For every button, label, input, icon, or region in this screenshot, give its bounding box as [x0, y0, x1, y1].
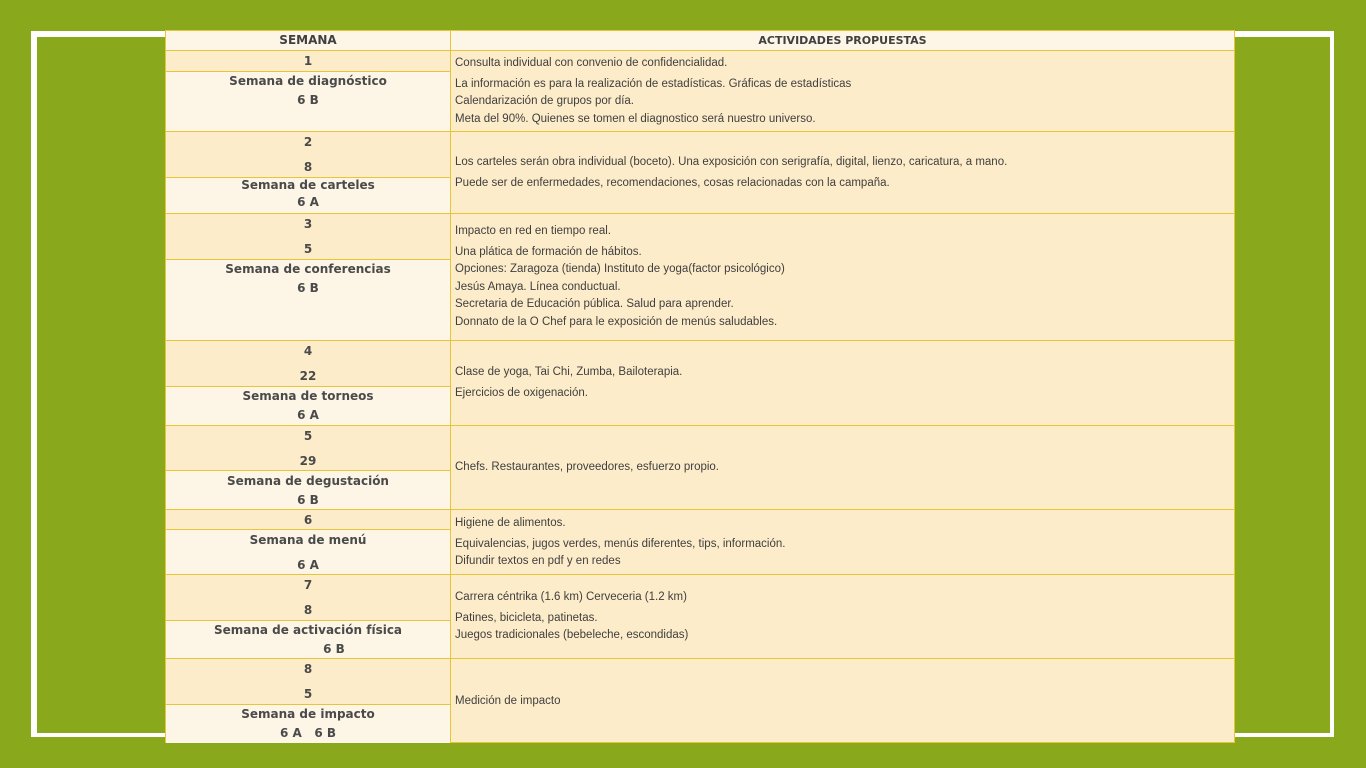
row-5-week-number: 5	[303, 429, 313, 443]
row-5-group: 6 B	[297, 493, 319, 507]
row-1-activity: La información es para la realización de estadísticas. Gráficas de estadísticas	[455, 78, 852, 90]
column-divider	[450, 31, 451, 742]
row-7-week-title: Semana de activación física	[213, 623, 403, 637]
row-1-activity: Meta del 90%. Quienes se tomen el diagnostico será nuestro universo.	[455, 113, 816, 125]
row-2-group: 6 A	[297, 195, 319, 209]
row-7-activity: Juegos tradicionales (bebeleche, escondidas)	[455, 629, 689, 641]
row-7-group: 6 B	[323, 642, 345, 656]
row-6-week-number: 6	[303, 513, 313, 527]
row-8-activity: Medición de impacto	[455, 695, 561, 707]
row-7-day: 8	[303, 603, 313, 617]
row-1-activity: Consulta individual con convenio de confidencialidad.	[455, 57, 728, 69]
row-4-week-title: Semana de torneos	[242, 389, 374, 403]
row-8-week-title: Semana de impacto	[241, 707, 375, 721]
row-5-week-title: Semana de degustación	[227, 474, 389, 488]
row-1-week-number: 1	[303, 54, 313, 68]
row-4-activity: Clase de yoga, Tai Chi, Zumba, Bailoterapia.	[455, 366, 683, 378]
row-5-activity: Chefs. Restaurantes, proveedores, esfuerzo propio.	[455, 461, 720, 473]
row-3-activity: Jesús Amaya. Línea conductual.	[455, 281, 621, 293]
row-2-day: 8	[303, 160, 313, 174]
schedule-table	[165, 30, 1235, 743]
row-3-activity: Secretaria de Educación pública. Salud para aprender.	[455, 298, 734, 310]
row-6-group: 6 A	[297, 558, 319, 572]
header-actividades: ACTIVIDADES PROPUESTAS	[451, 31, 1234, 50]
row-6-week-title: Semana de menú	[249, 533, 367, 547]
row-3-activity: Opciones: Zaragoza (tienda) Instituto de yoga(factor psicológico)	[455, 263, 785, 275]
row-3-day: 5	[303, 242, 313, 256]
row-7-activity: Carrera céntrika (1.6 km) Cerveceria (1.2 km)	[455, 591, 687, 603]
row-6-activity: Difundir textos en pdf y en redes	[455, 555, 621, 567]
row-4-week-number: 4	[303, 344, 313, 358]
row-3-week-number: 3	[303, 217, 313, 231]
row-3-activity: Donnato de la O Chef para le exposición de menús saludables.	[455, 316, 778, 328]
row-6-activity: Higiene de alimentos.	[455, 517, 566, 529]
row-1-activity: Calendarización de grupos por día.	[455, 95, 635, 107]
row-5-day: 29	[299, 454, 317, 468]
row-7-week-number: 7	[303, 578, 313, 592]
row-2-week-number: 2	[303, 135, 313, 149]
row-2-activity: Los carteles serán obra individual (boceto). Una exposición con serigrafía, digital, lienzo, caricatura, a mano.	[455, 156, 1008, 168]
row-3-activity: Impacto en red en tiempo real.	[455, 225, 611, 237]
row-4-day: 22	[299, 369, 317, 383]
row-3-week-title: Semana de conferencias	[225, 262, 391, 276]
row-2-activity: Puede ser de enfermedades, recomendaciones, cosas relacionadas con la campaña.	[455, 177, 890, 189]
row-6-activity: Equivalencias, jugos verdes, menús diferentes, tips, información.	[455, 538, 786, 550]
row-2-week-title: Semana de carteles	[241, 178, 375, 192]
row-8-week-number: 8	[303, 662, 313, 676]
row-8-group: 6 A 6 B	[279, 726, 337, 740]
row-4-group: 6 A	[297, 408, 319, 422]
row-8-day: 5	[303, 687, 313, 701]
row-7-activity: Patines, bicicleta, patinetas.	[455, 612, 598, 624]
row-1-group: 6 B	[297, 93, 319, 107]
row-4-activity: Ejercicios de oxigenación.	[455, 387, 588, 399]
row-3-activity: Una plática de formación de hábitos.	[455, 246, 642, 258]
header-semana: SEMANA	[166, 31, 450, 50]
row-3-group: 6 B	[297, 281, 319, 295]
row-1-week-title: Semana de diagnóstico	[229, 74, 387, 88]
